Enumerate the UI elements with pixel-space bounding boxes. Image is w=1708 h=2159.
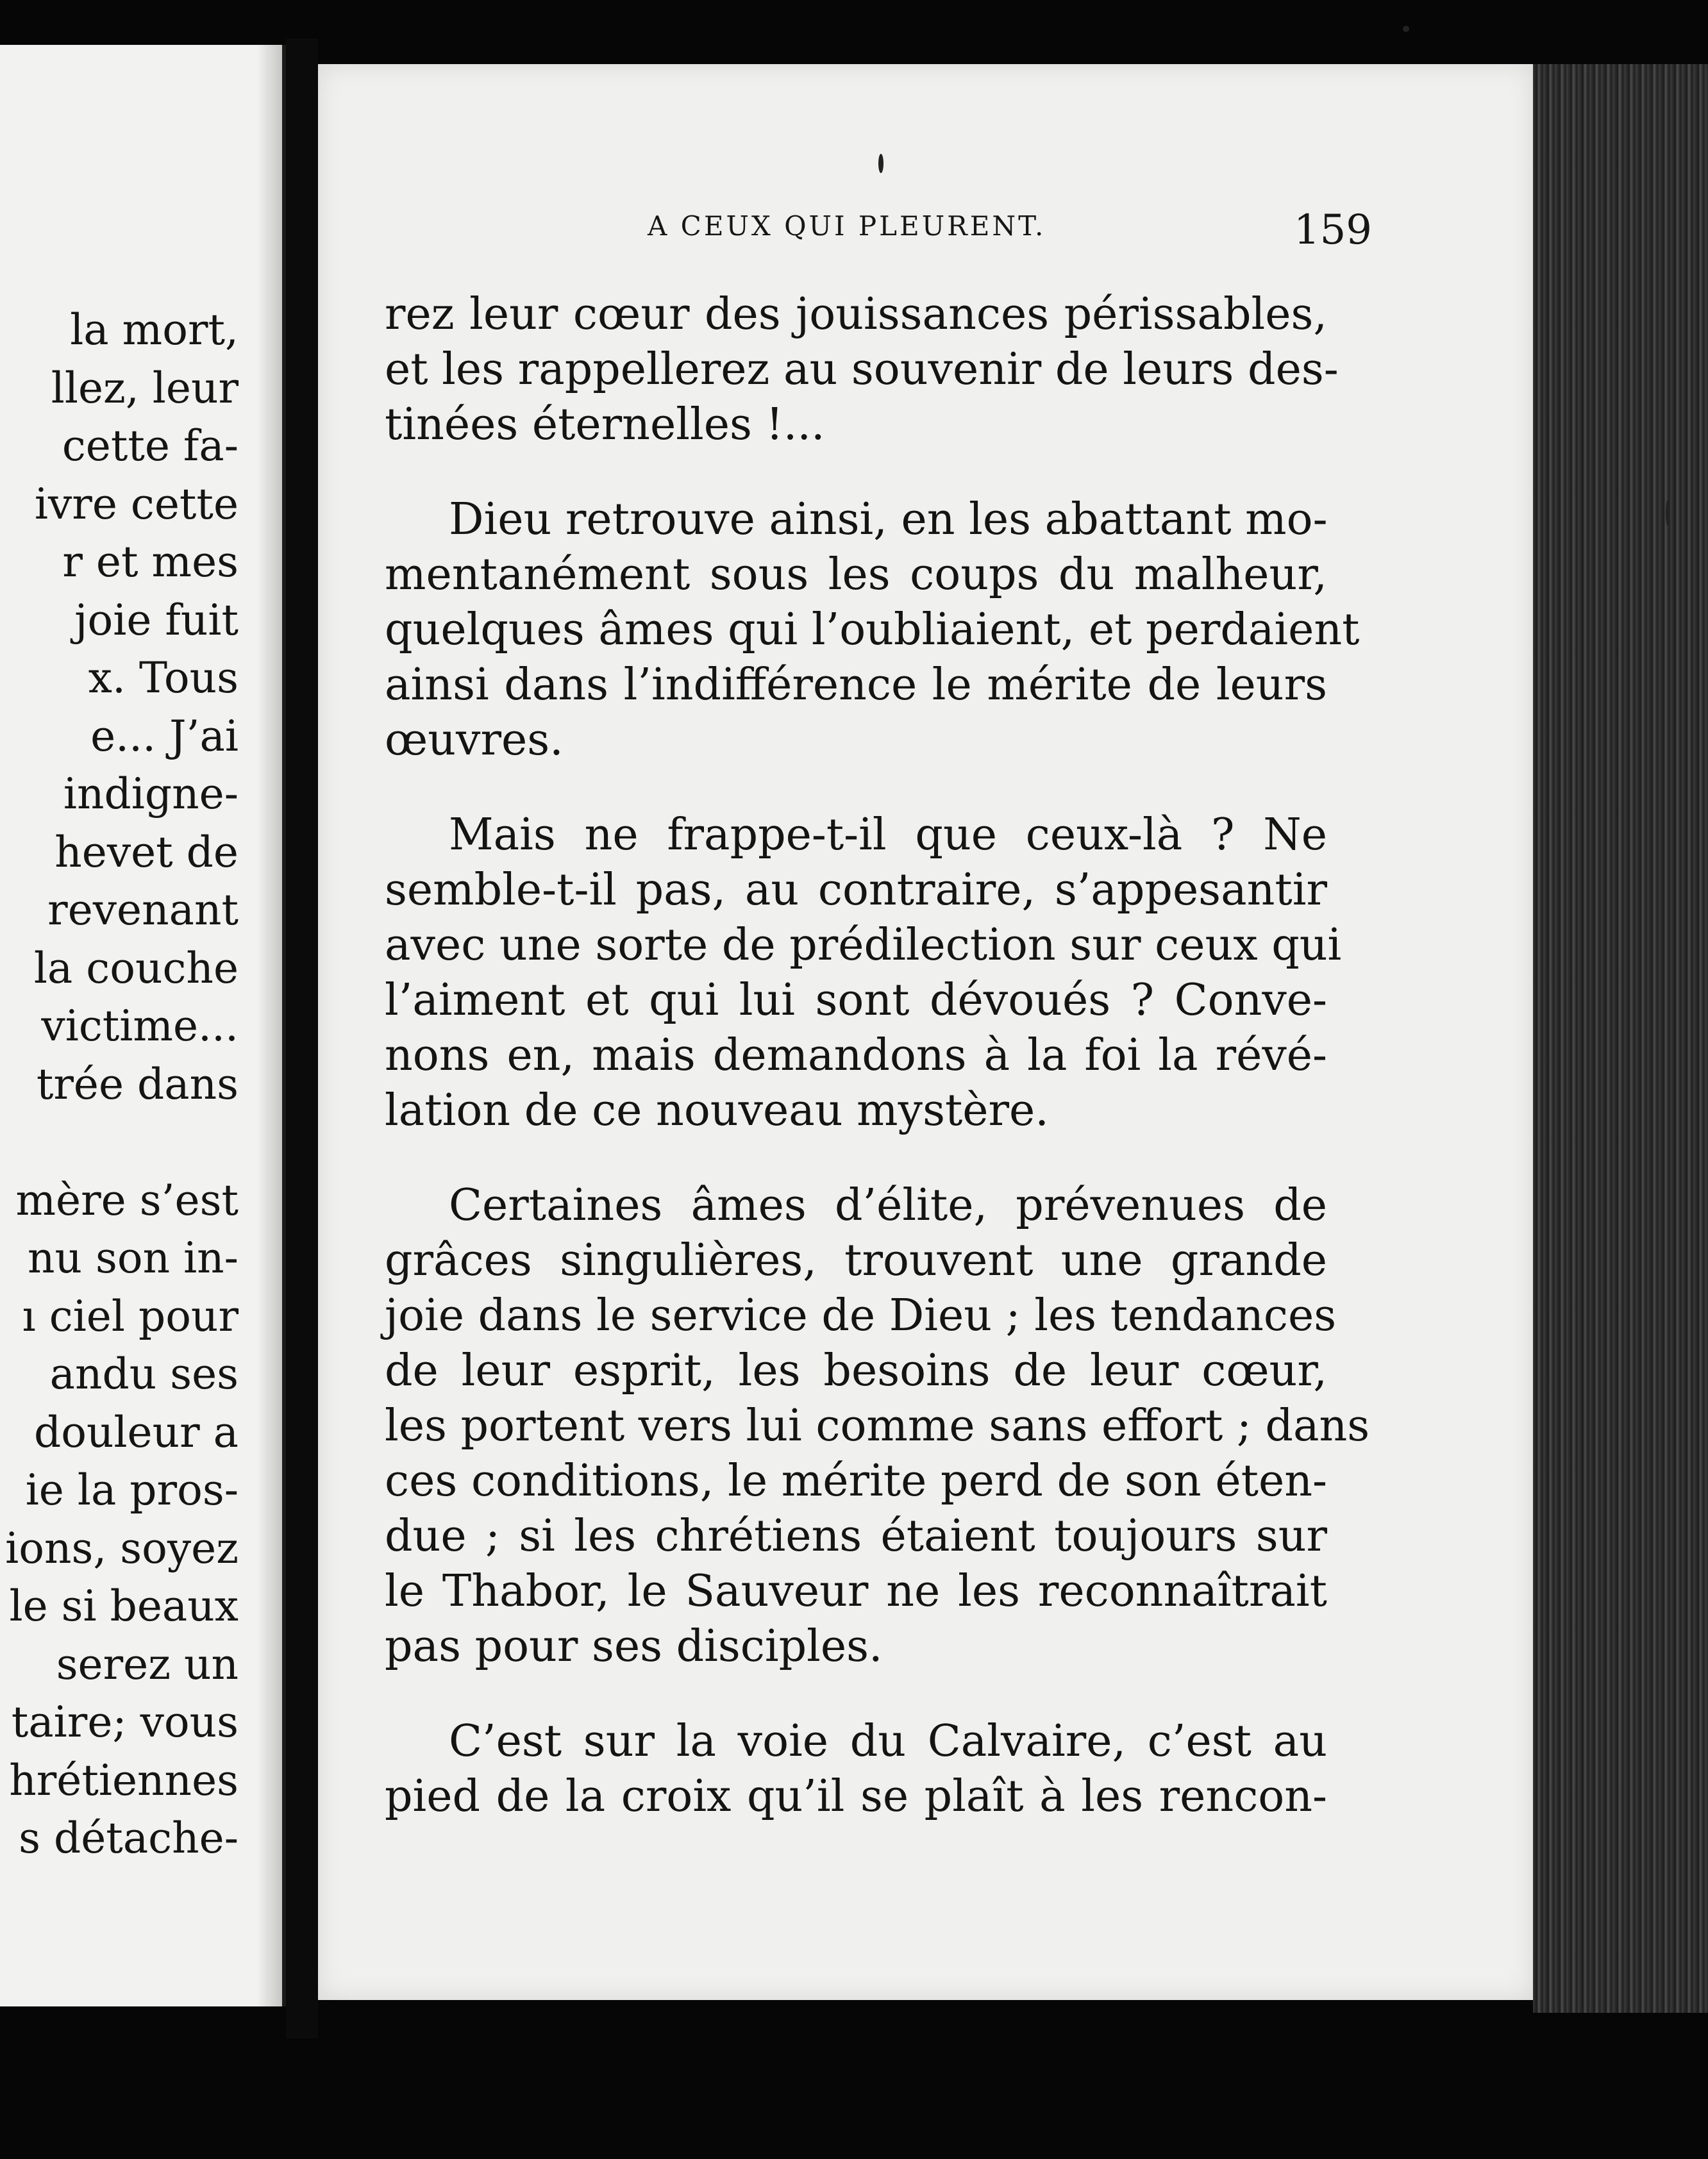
left-line: e... J’ai (90, 711, 239, 761)
left-line: indigne- (63, 769, 239, 819)
text-line: quelques âmes qui l’oubliaient, et perdaient (385, 604, 1360, 655)
paragraph (385, 1714, 1327, 1824)
paragraph (385, 808, 1342, 1138)
text-line: Dieu retrouve ainsi, en les abattant mo- (449, 494, 1328, 545)
left-line: x. Tous (88, 653, 239, 703)
gutter-shadow (256, 45, 282, 2006)
text-line: de leur esprit, les besoins de leur cœur, (385, 1346, 1327, 1396)
text-line: œuvres. (385, 715, 564, 765)
left-line: r et mes (62, 537, 239, 587)
text-line: avec une sorte de prédilection sur ceux qui (385, 920, 1342, 971)
left-line: cette fa- (62, 421, 239, 471)
text-line: mentanément sous les coups du malheur, (385, 549, 1327, 600)
left-line: la mort, (70, 305, 239, 354)
text-line: nons en, mais demandons à la foi la révé- (385, 1030, 1327, 1081)
left-line: andu ses (49, 1349, 239, 1399)
book-spine (286, 38, 318, 2038)
page-edges (1533, 64, 1708, 2013)
text-line: le Thabor, le Sauveur ne les reconnaîtrait (385, 1566, 1327, 1617)
left-line: douleur a (33, 1407, 239, 1457)
ink-speck (1403, 26, 1409, 32)
running-head (648, 206, 1372, 258)
left-line: joie fuit (74, 595, 239, 645)
left-line: ı ciel pour (22, 1291, 239, 1341)
text-line: tinées éternelles !... (385, 399, 825, 450)
text-line: grâces singulières, trouvent une grande (385, 1235, 1327, 1286)
body-text (385, 287, 1370, 1864)
left-line: llez, leur (51, 363, 239, 413)
left-line: ivre cette (34, 479, 239, 529)
left-page-text (0, 301, 239, 1868)
left-line: nu son in- (27, 1233, 239, 1283)
left-line: taire; vous (11, 1697, 239, 1747)
left-line-blank (0, 1113, 239, 1172)
ink-speck (1666, 500, 1670, 526)
left-line: s détache- (19, 1813, 239, 1863)
text-line: ainsi dans l’indifférence le mérite de leurs (385, 660, 1327, 710)
text-line: semble-t-il pas, au contraire, s’appesantir (385, 865, 1327, 915)
left-line: mère s’est (15, 1175, 239, 1225)
left-line: victime... (41, 1001, 239, 1051)
left-line: hevet de (54, 827, 239, 877)
text-line: joie dans le service de Dieu ; les tendances (385, 1290, 1337, 1341)
text-line: les portent vers lui comme sans effort ; dans (385, 1401, 1370, 1451)
left-line: revenant (47, 885, 239, 935)
text-line: Certaines âmes d’élite, prévenues de (449, 1180, 1327, 1231)
left-line: le si beaux (9, 1581, 239, 1631)
text-line: et les rappellerez au souvenir de leurs des- (385, 344, 1339, 395)
text-line: ces conditions, le mérite perd de son éten- (385, 1456, 1327, 1506)
left-line: ions, soyez (5, 1523, 239, 1573)
page-number: 159 (1293, 206, 1372, 254)
left-page (0, 45, 286, 2006)
text-line: rez leur cœur des jouissances périssables, (385, 289, 1327, 340)
left-line: trée dans (36, 1059, 239, 1109)
left-line: serez un (56, 1639, 239, 1689)
ink-speck (878, 154, 883, 173)
text-line: C’est sur la voie du Calvaire, c’est au (449, 1716, 1327, 1767)
left-line: la couche (33, 943, 239, 993)
paragraph (385, 287, 1339, 453)
text-line: due ; si les chrétiens étaient toujours sur (385, 1511, 1327, 1562)
text-line: pied de la croix qu’il se plaît à les rencon- (385, 1771, 1327, 1822)
text-line: pas pour ses disciples. (385, 1621, 883, 1672)
left-line: ie la pros- (25, 1465, 239, 1515)
text-line: lation de ce nouveau mystère. (385, 1085, 1049, 1136)
running-title: A CEUX QUI PLEURENT. (648, 210, 1046, 242)
paragraph (385, 1178, 1370, 1674)
text-line: Mais ne frappe-t-il que ceux-là ? Ne (449, 810, 1327, 860)
paragraph (385, 492, 1360, 768)
text-line: l’aiment et qui lui sont dévoués ? Conve- (385, 975, 1327, 1026)
left-line: hrétiennes (9, 1755, 239, 1805)
